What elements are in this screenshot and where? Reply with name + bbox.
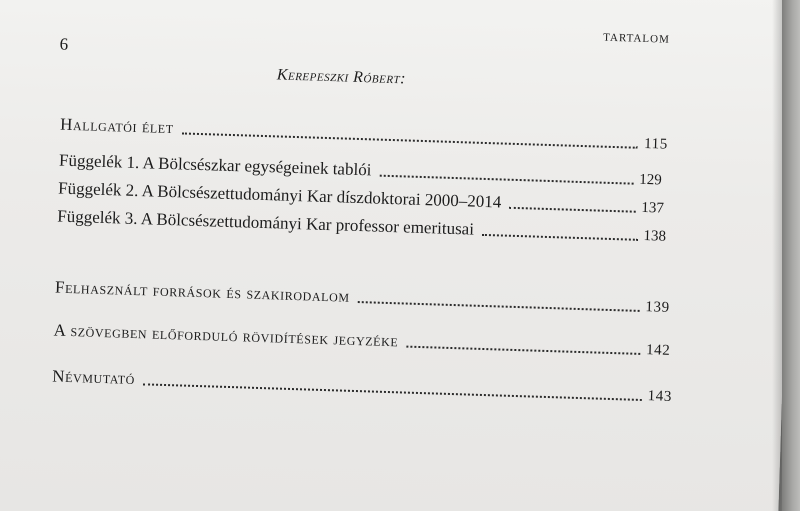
running-head: TARTALOM	[602, 31, 671, 46]
toc-entry	[55, 278, 670, 317]
toc-entry-label: A szövegben előforduló rövidítések jegyzéke	[53, 320, 399, 351]
toc-entry-label: Függelék 2. A Bölcsészettudományi Kar díszdoktorai 2000–2014	[57, 178, 502, 212]
toc-entry-page: 143	[647, 388, 673, 405]
dot-leader	[482, 234, 638, 241]
dot-leader	[406, 346, 640, 355]
toc-entry-page: 138	[643, 227, 667, 245]
dot-leader	[379, 175, 633, 185]
page-edge	[782, 0, 800, 511]
toc-entry	[60, 115, 668, 154]
dot-leader	[357, 301, 639, 312]
toc-entry	[53, 320, 670, 359]
dot-leader	[509, 207, 635, 213]
toc-entry-label: Függelék 3. A Bölcsészettudományi Kar professor emeritusai	[57, 206, 475, 239]
page-edge-shadow	[772, 0, 782, 511]
toc-entry-page: 137	[641, 199, 665, 217]
toc-entry-label: Névmutató	[51, 366, 136, 389]
toc-entry	[52, 366, 672, 405]
chapter-author: Kerepeszki Róbert:	[276, 66, 407, 88]
toc-entry-label: Felhasznált források és szakirodalom	[54, 277, 350, 306]
page-number: 6	[59, 34, 69, 54]
toc-entry-label: Hallgatói élet	[59, 114, 175, 138]
toc-entry-page: 142	[645, 342, 671, 359]
toc-entry-page: 115	[643, 135, 669, 153]
toc-entry-page: 139	[645, 299, 670, 316]
toc-entry-page: 129	[638, 171, 662, 189]
dot-leader	[182, 132, 639, 148]
dot-leader	[143, 383, 642, 401]
toc-entry-label: Függelék 1. A Bölcsészkar egységeinek tablói	[58, 150, 372, 180]
